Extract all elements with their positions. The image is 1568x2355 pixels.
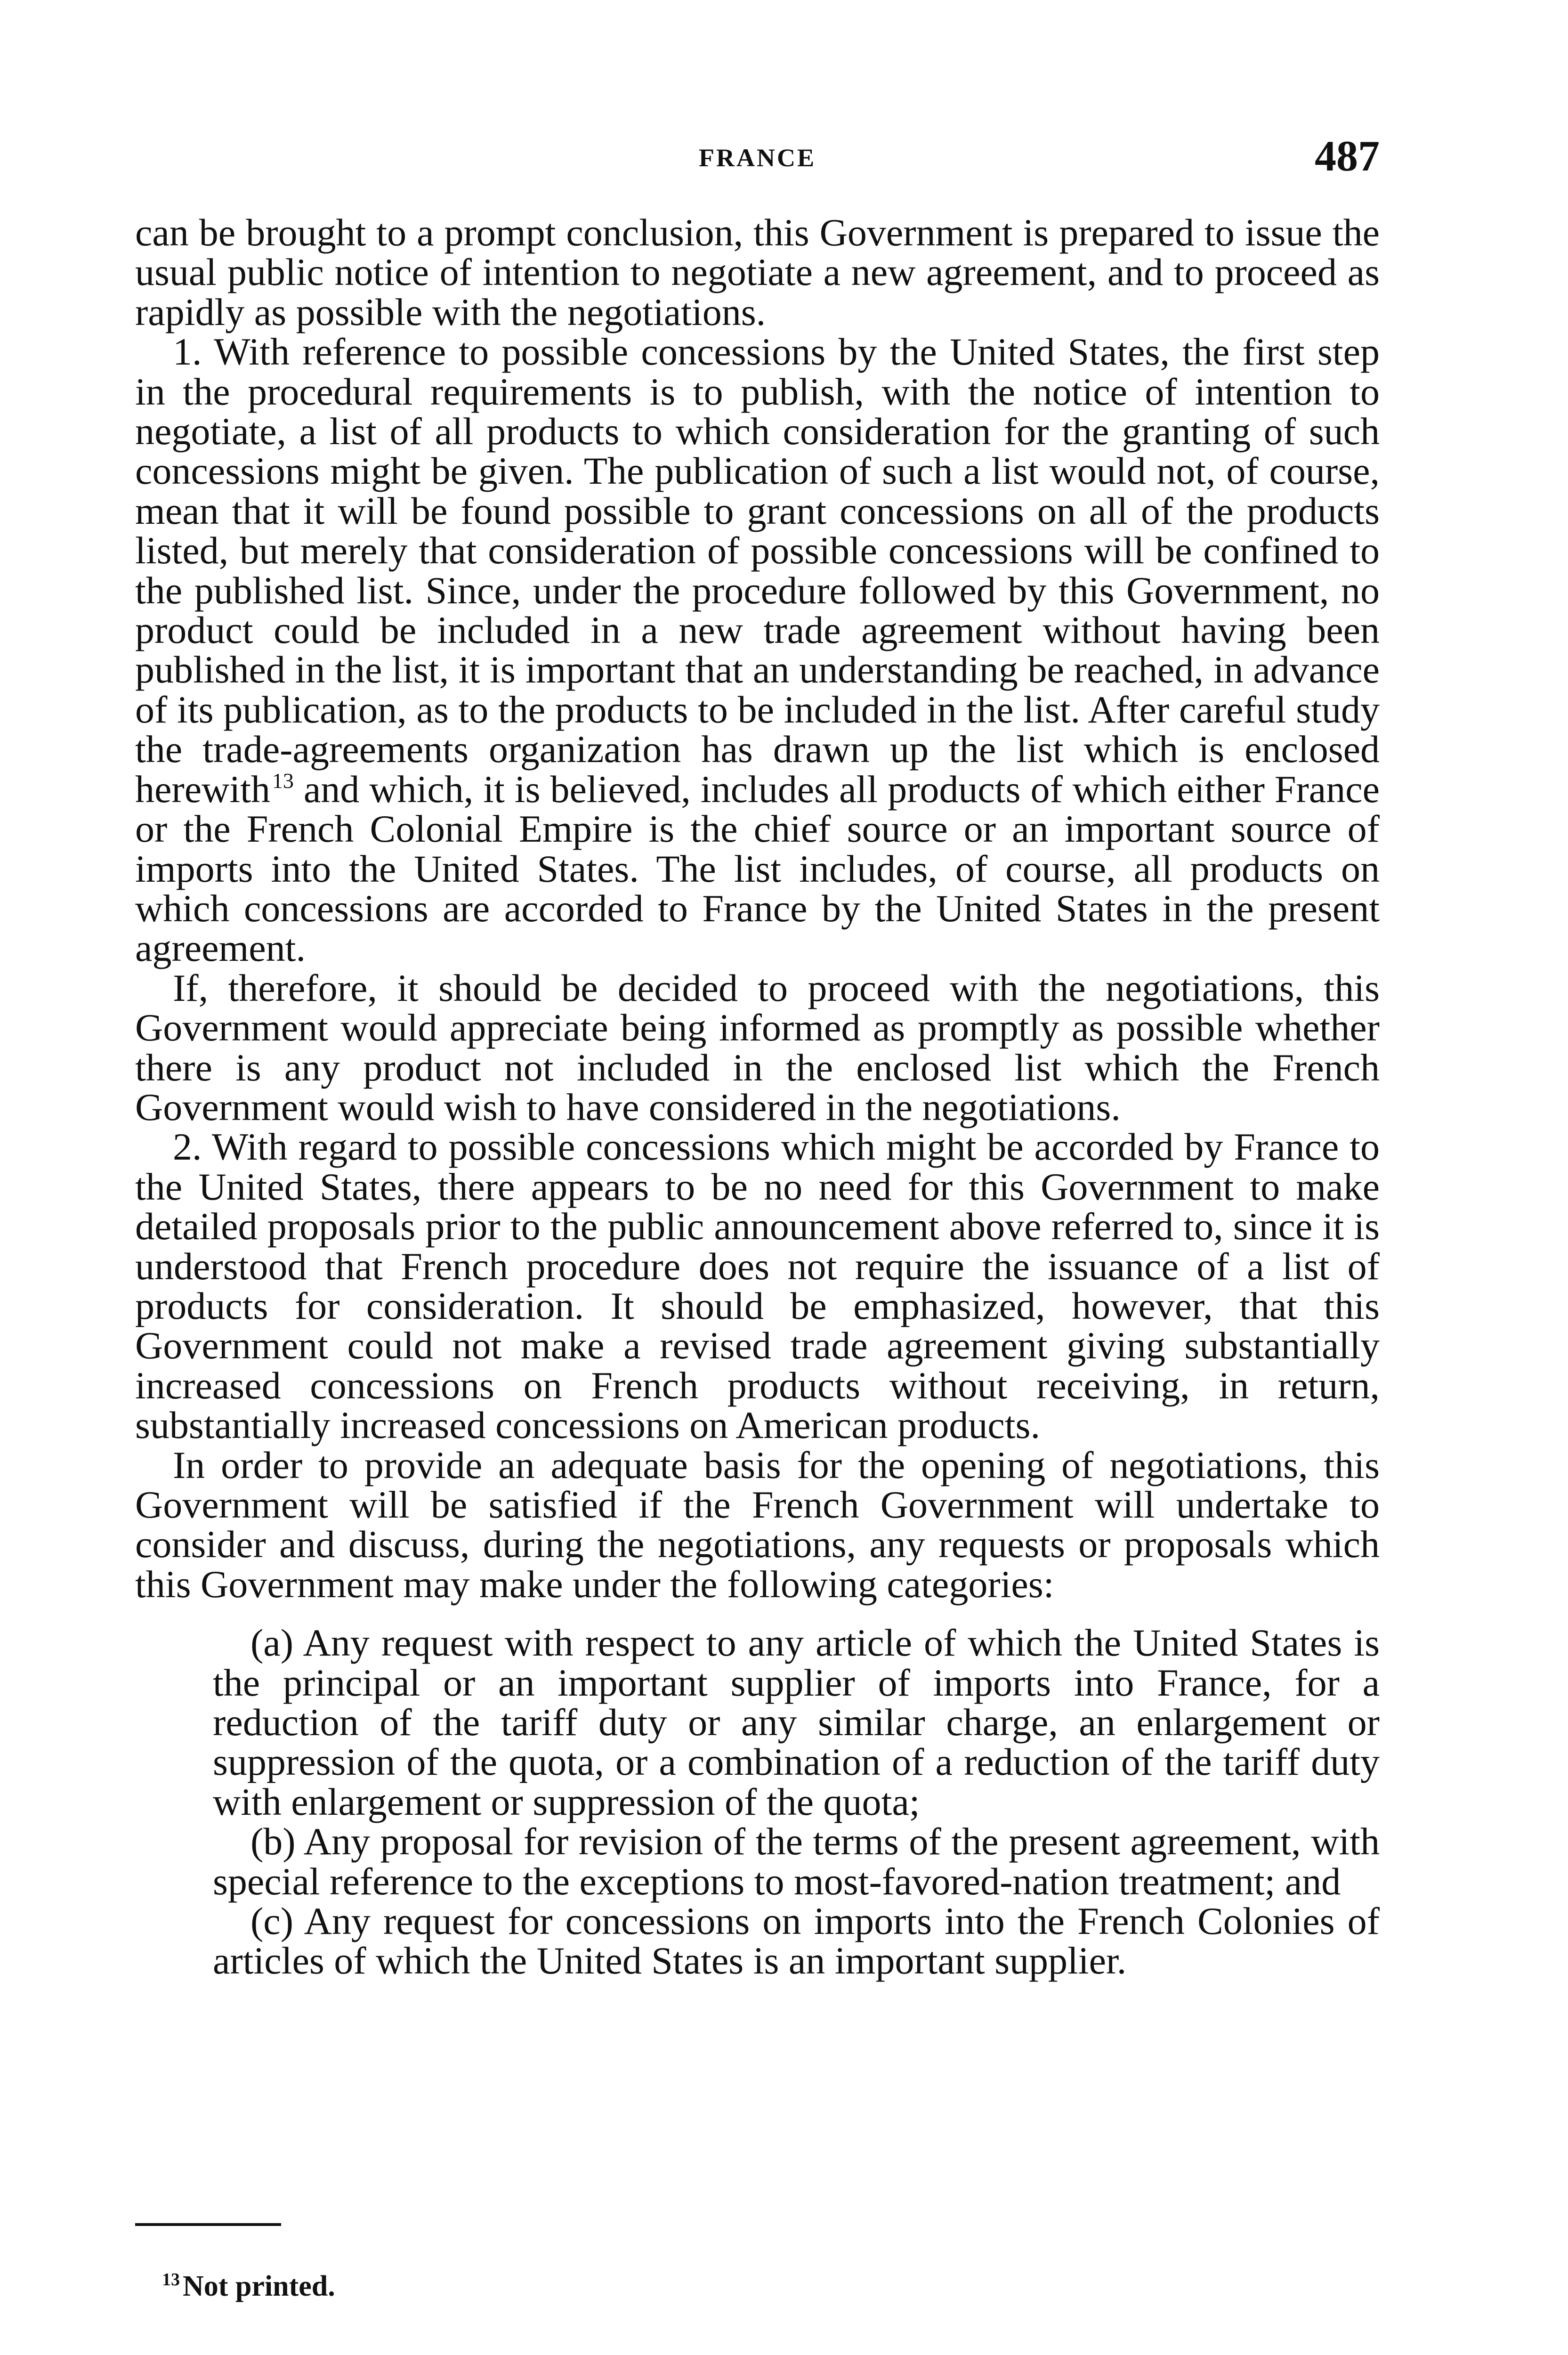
paragraph: If, therefore, it should be decided to proceed with the negotiations, this Government would appreciate being informed as promptly as possible whether there is any product not included in the enclosed list which the French Government would wish to have considered in the negotiations.: [135, 966, 1380, 1129]
body-text: [135, 213, 1380, 1981]
footnote-text: Not printed.: [183, 2270, 335, 2302]
paragraph-text: 1. With reference to possible concessions by the United States, the first step in the procedural requirements is to publish, with the notice of intention to negotiate, a list of all products to which consideration for the granting of such concessions might be given. The publication of such a list would not, of course, mean that it will be found possible to grant concessions on all of the products listed, but merely that consideration of possible concessions will be confined to the published list. Since, under the procedure followed by this Government, no product could be included in a new trade agreement without having been published in the list, it is important that an understanding be reached, in advance of its publication, as to the products to be included in the list. After careful study the trade-agreements organization has drawn up the list which is enclosed herewith: [135, 330, 1380, 811]
paragraph-item-1: [135, 332, 1380, 968]
category-item-a: (a) Any request with respect to any article of which the United States is the principal or an important supplier of imports into France, for a reduction of the tariff duty or any similar charge, an enlargement or suppression of the quota, or a combination of a reduction of the tariff duty with enlargement or suppression of the quota;: [213, 1621, 1380, 1823]
footnote: [162, 2269, 335, 2303]
paragraph-item-2: 2. With regard to possible concessions which might be accorded by France to the United States, there appears to be no need for this Government to make detailed proposals prior to the public announcement above referred to, since it is understood that French procedure does not require the issuance of a list of products for consideration. It should be emphasized, however, that this Government could not make a revised trade agreement giving substantially increased concessions on French products without receiving, in return, substantially increased concessions on American products.: [135, 1125, 1380, 1447]
running-head: FRANCE: [699, 144, 816, 172]
page-number: 487: [1315, 132, 1380, 180]
footnote-reference: 13: [272, 768, 294, 793]
page-header: [135, 131, 1380, 187]
footnote-marker: 13: [162, 2270, 180, 2290]
category-item-c: (c) Any request for concessions on imports into the French Colonies of articles of which the United States is an important supplier.: [213, 1900, 1380, 1982]
category-item-b: (b) Any proposal for revision of the terms of the present agreement, with special reference to the exceptions to most-favored-nation treatment; and: [213, 1820, 1380, 1903]
paragraph-text: and which, it is believed, includes all products of which either France or the French Colonial Empire is the chief source or an important source of imports into the United States. The list includes, of course, all products on which concessions are accorded to France by the United States in the present agreement.: [135, 767, 1380, 970]
paragraph-continuation: can be brought to a prompt conclusion, this Government is prepared to issue the usual public notice of intention to negotiate a new agreement, and to proceed as rapidly as possible with the negotiations.: [135, 211, 1380, 333]
footnote-rule: [135, 2223, 281, 2226]
paragraph: In order to provide an adequate basis for the opening of negotiations, this Government will be satisfied if the French Government will undertake to consider and discuss, during the negotiations, any requests or proposals which this Government may make under the following categories:: [135, 1443, 1380, 1606]
